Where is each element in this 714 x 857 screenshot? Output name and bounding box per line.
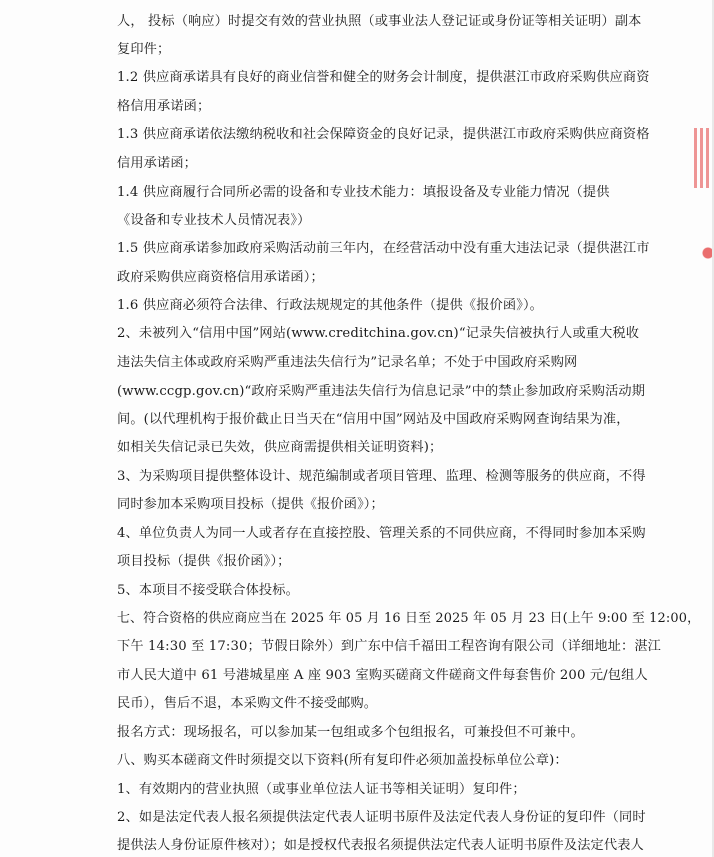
red-seal-fragment — [694, 128, 714, 188]
text-line: 1.2 供应商承诺具有良好的商业信誉和健全的财务会计制度，提供湛江市政府采购供应商资 — [117, 70, 650, 85]
text-line: 信用承诺函； — [117, 156, 198, 171]
text-line: 政府采购供应商资格信用承诺函）； — [117, 270, 324, 285]
text-line: 格信用承诺函； — [117, 99, 211, 114]
text-line: 八、购买本磋商文件时须提交以下资料(所有复印件必须加盖投标单位公章)： — [117, 753, 568, 768]
text-line: 1.6 供应商必须符合法律、行政法规规定的其他条件（提供《报价函》）。 — [117, 298, 544, 313]
text-line: 1.4 供应商履行合同所必需的设备和专业技术能力：填报设备及专业能力情况（提供 — [117, 185, 610, 200]
text-line: 违法失信主体或政府采购严重违法失信行为”记录名单；不处于中国政府采购网 — [117, 355, 578, 370]
text-line: 3、为采购项目提供整体设计、规范编制或者项目管理、监理、检测等服务的供应商，不得 — [117, 469, 646, 484]
text-line: 报名方式：现场报名，可以参加某一包组或多个包组报名，可兼投但不可兼中。 — [117, 725, 584, 740]
text-line: 提供法人身份证原件核对）；如是授权代表报名须提供法定代表人证明书原件及法定代表人 — [117, 838, 644, 853]
red-seal-fragment — [694, 240, 714, 266]
text-line: 2、如是法定代表人报名须提供法定代表人证明书原件及法定代表人身份证的复印件（同时 — [117, 810, 646, 825]
text-line: 复印件； — [117, 42, 171, 57]
text-line: 下午 14:30 至 17:30；节假日除外）到广东中信千福田工程咨询有限公司（详细地址：湛江 — [117, 639, 662, 654]
text-line: 5、本项目不接受联合体投标。 — [117, 583, 299, 598]
text-line: 项目投标（提供《报价函》）； — [117, 554, 291, 569]
text-line: 1、有效期内的营业执照（或事业单位法人证书等相关证明）复印件； — [117, 782, 526, 797]
text-line: 《设备和专业技术人员情况表》） — [117, 213, 311, 228]
text-line: 如相关失信记录已失效，供应商需提供相关证明资料)； — [117, 440, 443, 455]
text-line: 七、符合资格的供应商应当在 2025 年 05 月 16 日至 2025 年 05 月 23 日(上午 9:00 至 12:00， — [117, 611, 701, 626]
text-line: 1.3 供应商承诺依法缴纳税收和社会保障资金的良好记录，提供湛江市政府采购供应商资格 — [117, 127, 650, 142]
text-line: 同时参加本采购项目投标（提供《报价函》）； — [117, 497, 384, 512]
text-line: 民币），售后不退，本采购文件不接受邮购。 — [117, 696, 378, 711]
text-line: 市人民大道中 61 号港城星座 A 座 903 室购买磋商文件磋商文件每套售价 200 元/包组人 — [117, 668, 648, 683]
text-line: 1.5 供应商承诺参加政府采购活动前三年内，在经营活动中没有重大违法记录（提供湛江市 — [117, 241, 650, 256]
text-line: 间。(以代理机构于报价截止日当天在“信用中国”网站及中国政府采购网查询结果为准， — [117, 412, 630, 427]
text-line: 人， 投标（响应）时提交有效的营业执照（或事业法人登记证或身份证等相关证明）副本 — [117, 14, 642, 29]
text-line: 2、未被列入“信用中国”网站(www.creditchina.gov.cn)“记录失信被执行人或重大税收 — [117, 326, 640, 341]
text-line: 4、单位负责人为同一人或者存在直接控股、管理关系的不同供应商，不得同时参加本采购 — [117, 526, 646, 541]
text-line: (www.ccgp.gov.cn)“政府采购严重违法失信行为信息记录”中的禁止参加政府采购活动期 — [117, 384, 646, 399]
